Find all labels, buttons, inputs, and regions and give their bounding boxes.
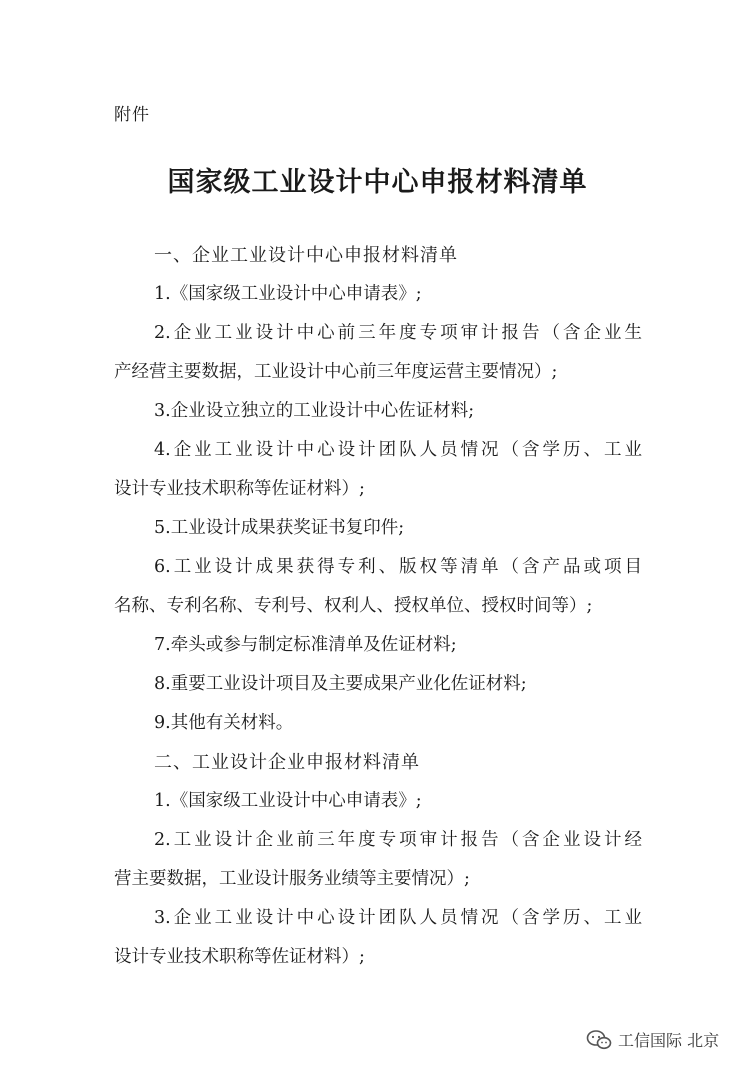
list-item: 8.重要工业设计项目及主要成果产业化佐证材料; <box>154 674 527 694</box>
wechat-official-account-icon <box>586 1029 612 1051</box>
list-item: 4.企业工业设计中心设计团队人员情况（含学历、工业 <box>154 440 642 460</box>
list-item-continuation: 设计专业技术职称等佐证材料）; <box>114 947 365 967</box>
list-item: 3.企业工业设计中心设计团队人员情况（含学历、工业 <box>154 908 642 928</box>
watermark <box>586 1028 719 1051</box>
list-item: 9.其他有关材料。 <box>154 713 294 733</box>
list-item: 7.牵头或参与制定标准清单及佐证材料; <box>154 635 457 655</box>
list-item: 2.企业工业设计中心前三年度专项审计报告（含企业生 <box>154 323 642 343</box>
section-heading-2: 二、工业设计企业申报材料清单 <box>154 752 420 773</box>
document-body <box>114 236 642 977</box>
list-item: 1.《国家级工业设计中心申请表》; <box>154 284 422 304</box>
list-item: 3.企业设立独立的工业设计中心佐证材料; <box>154 401 475 421</box>
attachment-label: 附件 <box>114 105 150 125</box>
list-item-continuation: 名称、专利名称、专利号、权利人、授权单位、授权时间等）; <box>114 596 593 616</box>
list-item-continuation: 产经营主要数据，工业设计中心前三年度运营主要情况）; <box>114 362 558 382</box>
list-item-continuation: 设计专业技术职称等佐证材料）; <box>114 479 365 499</box>
watermark-text: 工信国际 北京 <box>618 1031 720 1050</box>
list-item: 5.工业设计成果获奖证书复印件; <box>154 518 405 538</box>
list-item-continuation: 营主要数据，工业设计服务业绩等主要情况）; <box>114 869 470 889</box>
section-heading-1: 一、企业工业设计中心申报材料清单 <box>154 245 458 266</box>
list-item: 1.《国家级工业设计中心申请表》; <box>154 791 422 811</box>
list-item: 2.工业设计企业前三年度专项审计报告（含企业设计经 <box>154 830 642 850</box>
list-item: 6.工业设计成果获得专利、版权等清单（含产品或项目 <box>154 557 642 577</box>
document-title: 国家级工业设计中心申报材料清单 <box>167 167 588 198</box>
